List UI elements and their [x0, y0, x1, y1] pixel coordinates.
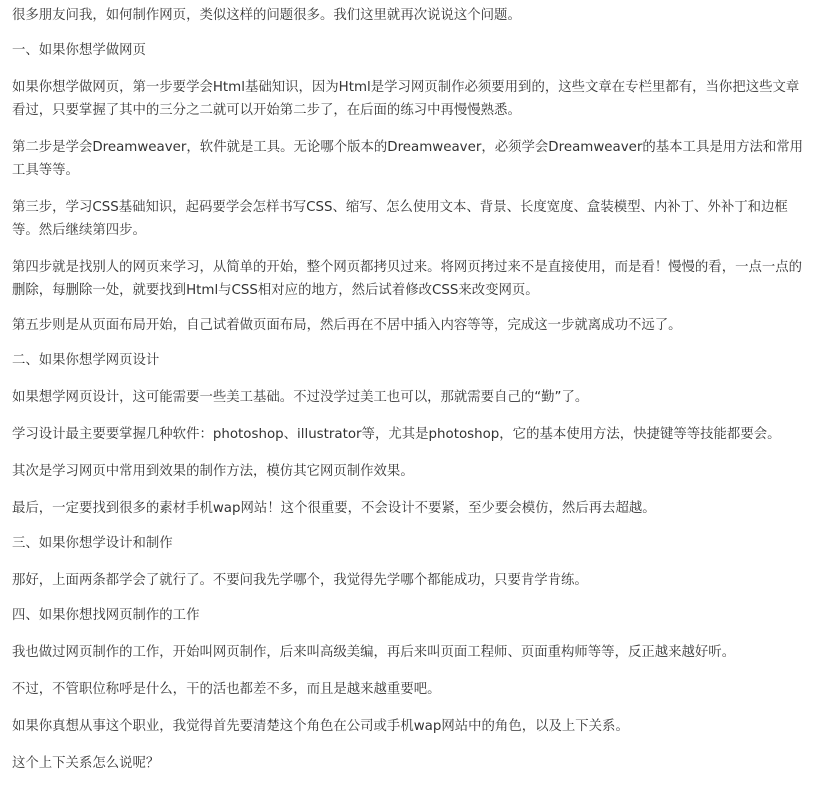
paragraph-design-and-build: 那好，上面两条都学会了就行了。不要问我先学哪个，我觉得先学哪个都能成功，只要肯学肯练。	[12, 573, 588, 588]
paragraph-step-2: 第二步是学会Dreamweaver，软件就是工具。无论哪个版本的Dreamweaver，必须学会Dreamweaver的基本工具是用方法和常用工具等等。	[12, 140, 804, 178]
paragraph-design-software: 学习设计最主要要掌握几种软件：photoshop、illustrator等，尤其是photoshop，它的基本使用方法，快捷键等等技能都要会。	[12, 427, 781, 442]
paragraph-job-experience: 我也做过网页制作的工作，开始叫网页制作，后来叫高级美编，再后来叫页面工程师、页面重构师等等，反正越来越好听。	[12, 645, 736, 660]
paragraph-design-intro: 如果想学网页设计，这可能需要一些美工基础。不过没学过美工也可以，那就需要自己的“勤”了。	[12, 390, 589, 405]
paragraph-question: 这个上下关系怎么说呢？	[12, 756, 160, 771]
paragraph-step-4: 第四步就是找别人的网页来学习，从简单的开始，整个网页都拷贝过来。将网页拷过来不是直接使用，而是看！慢慢的看，一点一点的删除，每删除一处，就要找到Html与CSS相对应的地方，然后试着修改CSS来改变网页。	[12, 260, 803, 298]
intro-paragraph: 很多朋友问我，如何制作网页，类似这样的问题很多。我们这里就再次说说这个问题。	[12, 8, 521, 23]
paragraph-job-title: 不过，不管职位称呼是什么，干的活也都差不多，而且是越来越重要吧。	[12, 682, 441, 697]
section-heading-3: 三、如果你想学设计和制作	[12, 536, 173, 551]
paragraph-step-5: 第五步则是从页面布局开始，自己试着做页面布局，然后再在不居中插入内容等等，完成这一步就离成功不远了。	[12, 318, 682, 333]
paragraph-design-materials: 最后，一定要找到很多的素材手机wap网站！这个很重要，不会设计不要紧，至少要会模仿，然后再去超越。	[12, 501, 656, 516]
paragraph-job-role: 如果你真想从事这个职业，我觉得首先要清楚这个角色在公司或手机wap网站中的角色，以及上下关系。	[12, 719, 629, 734]
section-heading-1: 一、如果你想学做网页	[12, 43, 146, 58]
paragraph-design-effects: 其次是学习网页中常用到效果的制作方法，模仿其它网页制作效果。	[12, 464, 414, 479]
paragraph-step-3: 第三步，学习CSS基础知识，起码要学会怎样书写CSS、缩写、怎么使用文本、背景、长度宽度、盒装模型、内补丁、外补丁和边框等。然后继续第四步。	[12, 200, 788, 238]
section-heading-2: 二、如果你想学网页设计	[12, 353, 160, 368]
section-heading-4: 四、如果你想找网页制作的工作	[12, 608, 200, 623]
article-body	[12, 0, 808, 775]
paragraph-step-1: 如果你想学做网页，第一步要学会Html基础知识，因为Html是学习网页制作必须要用到的，这些文章在专栏里都有，当你把这些文章看过，只要掌握了其中的三分之二就可以开始第二步了，在后面的练习中再慢慢熟悉。	[12, 80, 800, 118]
